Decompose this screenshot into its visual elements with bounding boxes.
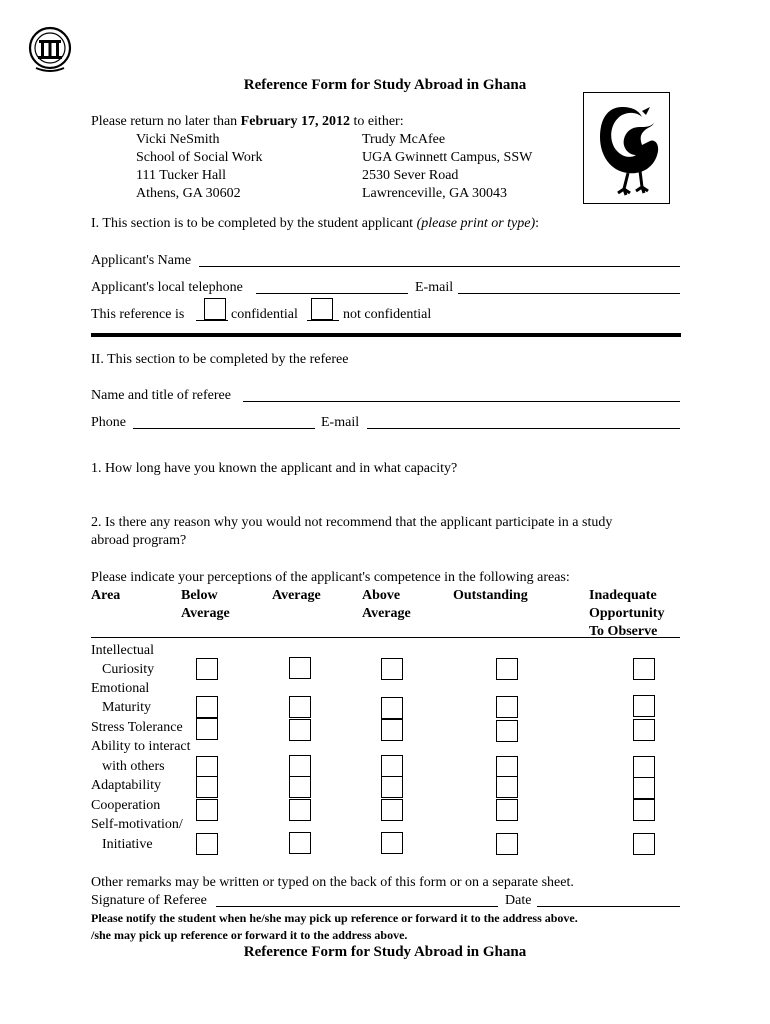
header-rule <box>91 637 680 638</box>
return-intro: Please return no later than <box>91 114 238 129</box>
rating-checkbox-above-average[interactable] <box>381 697 403 719</box>
question-2-line1: 2. Is there any reason why you would not recommend that the applicant participate in a study <box>91 515 613 530</box>
applicant-name-field[interactable] <box>199 266 680 267</box>
notify-line-1: Please notify the student when he/she may pick up reference or forward it to the address above. <box>91 911 578 925</box>
not-confidential-checkbox[interactable] <box>311 298 333 320</box>
rating-checkbox-no-opportunity[interactable] <box>633 695 655 717</box>
rating-checkbox-average[interactable] <box>289 719 311 741</box>
area-label: Maturity <box>102 700 151 715</box>
signature-field[interactable] <box>216 906 498 907</box>
contact-right-city: Lawrenceville, GA 30043 <box>362 186 508 201</box>
rating-checkbox-no-opportunity[interactable] <box>633 777 655 799</box>
col-inadequate-2: Opportunity <box>589 606 665 621</box>
section1-heading <box>91 215 539 233</box>
applicant-email-label: E-mail <box>415 280 454 295</box>
question-1: 1. How long have you known the applicant and in what capacity? <box>91 461 458 476</box>
rating-checkbox-average[interactable] <box>289 755 311 777</box>
contact-right-name: Trudy McAfee <box>362 132 446 147</box>
rating-checkbox-above-average[interactable] <box>381 755 403 777</box>
rating-checkbox-above-average[interactable] <box>381 776 403 798</box>
section2-heading: II. This section to be completed by the referee <box>91 352 349 367</box>
notify-line-2: /she may pick up reference or forward it to the address above. <box>91 928 408 942</box>
area-label: Cooperation <box>91 798 161 813</box>
date-label: Date <box>505 893 532 908</box>
date-field[interactable] <box>537 906 680 907</box>
referee-email-field[interactable] <box>367 428 680 429</box>
sankofa-emblem-frame <box>583 92 670 204</box>
section-divider <box>91 333 681 337</box>
applicant-email-field[interactable] <box>458 293 680 294</box>
area-label: Stress Tolerance <box>91 720 183 735</box>
remarks-note: Other remarks may be written or typed on the back of this form or on a separate sheet. <box>91 875 574 890</box>
rating-checkbox-outstanding[interactable] <box>496 658 518 680</box>
area-label: Curiosity <box>102 662 155 677</box>
rating-checkbox-outstanding[interactable] <box>496 776 518 798</box>
return-date: February 17, 2012 <box>240 114 350 129</box>
perceptions-instructions: Please indicate your perceptions of the applicant's competence in the following areas: <box>91 570 570 585</box>
rating-checkbox-above-average[interactable] <box>381 719 403 741</box>
section1-colon: : <box>535 216 540 231</box>
col-above-2: Average <box>362 606 411 621</box>
not-confidential-underline <box>307 320 339 321</box>
footer-title: Reference Form for Study Abroad in Ghana <box>243 944 527 960</box>
section1-text: I. This section is to be completed by the student applicant <box>91 216 414 231</box>
confidential-checkbox[interactable] <box>204 298 226 320</box>
area-label: with others <box>102 759 165 774</box>
confidential-underline <box>196 320 228 321</box>
not-confidential-label: not confidential <box>343 307 432 322</box>
form-title: Reference Form for Study Abroad in Ghana <box>243 77 527 93</box>
area-label: Initiative <box>102 837 153 852</box>
rating-checkbox-below-average[interactable] <box>196 756 218 778</box>
referee-phone-label: Phone <box>91 415 126 430</box>
area-label: Ability to interact <box>91 739 191 754</box>
rating-checkbox-no-opportunity[interactable] <box>633 756 655 778</box>
col-below-2: Average <box>181 606 230 621</box>
return-suffix: to either: <box>353 114 404 129</box>
rating-checkbox-outstanding[interactable] <box>496 696 518 718</box>
applicant-name-label: Applicant's Name <box>91 253 192 268</box>
rating-checkbox-below-average[interactable] <box>196 776 218 798</box>
rating-checkbox-above-average[interactable] <box>381 832 403 854</box>
col-outstanding: Outstanding <box>453 588 528 603</box>
area-label: Adaptability <box>91 778 161 793</box>
referee-name-field[interactable] <box>243 401 680 402</box>
contact-left-name: Vicki NeSmith <box>136 132 220 147</box>
university-arch-logo <box>24 24 76 76</box>
applicant-phone-field[interactable] <box>256 293 408 294</box>
rating-checkbox-outstanding[interactable] <box>496 833 518 855</box>
rating-checkbox-below-average[interactable] <box>196 718 218 740</box>
signature-label: Signature of Referee <box>91 893 207 908</box>
rating-checkbox-average[interactable] <box>289 657 311 679</box>
confidential-label: confidential <box>231 307 298 322</box>
rating-checkbox-above-average[interactable] <box>381 799 403 821</box>
rating-checkbox-below-average[interactable] <box>196 658 218 680</box>
col-below-1: Below <box>181 588 218 603</box>
rating-checkbox-outstanding[interactable] <box>496 720 518 742</box>
rating-checkbox-no-opportunity[interactable] <box>633 799 655 821</box>
return-instructions <box>91 113 404 131</box>
rating-checkbox-average[interactable] <box>289 696 311 718</box>
rating-checkbox-above-average[interactable] <box>381 658 403 680</box>
contact-left-city: Athens, GA 30602 <box>136 186 241 201</box>
rating-checkbox-no-opportunity[interactable] <box>633 658 655 680</box>
rating-checkbox-outstanding[interactable] <box>496 756 518 778</box>
referee-name-label: Name and title of referee <box>91 388 231 403</box>
col-average: Average <box>272 588 321 603</box>
col-inadequate-3: To Observe <box>589 624 658 639</box>
question-2-line2: abroad program? <box>91 533 187 548</box>
rating-checkbox-no-opportunity[interactable] <box>633 833 655 855</box>
referee-email-label: E-mail <box>321 415 360 430</box>
reference-is-label: This reference is <box>91 307 185 322</box>
rating-checkbox-average[interactable] <box>289 832 311 854</box>
rating-checkbox-below-average[interactable] <box>196 833 218 855</box>
col-area: Area <box>91 588 121 603</box>
rating-checkbox-average[interactable] <box>289 776 311 798</box>
rating-checkbox-average[interactable] <box>289 799 311 821</box>
col-above-1: Above <box>362 588 401 603</box>
area-label: Emotional <box>91 681 150 696</box>
applicant-phone-label: Applicant's local telephone <box>91 280 243 295</box>
contact-left-dept: School of Social Work <box>136 150 263 165</box>
rating-checkbox-outstanding[interactable] <box>496 799 518 821</box>
area-label: Intellectual <box>91 643 154 658</box>
contact-right-street: 2530 Sever Road <box>362 168 459 183</box>
rating-checkbox-below-average[interactable] <box>196 799 218 821</box>
rating-checkbox-below-average[interactable] <box>196 696 218 718</box>
sankofa-bird-icon <box>588 97 665 199</box>
referee-phone-field[interactable] <box>133 428 315 429</box>
contact-right-dept: UGA Gwinnett Campus, SSW <box>362 150 533 165</box>
area-label: Self-motivation/ <box>91 817 183 832</box>
rating-checkbox-no-opportunity[interactable] <box>633 719 655 741</box>
contact-left-street: 111 Tucker Hall <box>136 168 226 183</box>
col-inadequate-1: Inadequate <box>589 588 657 603</box>
section1-note: (please print or type) <box>416 216 536 231</box>
